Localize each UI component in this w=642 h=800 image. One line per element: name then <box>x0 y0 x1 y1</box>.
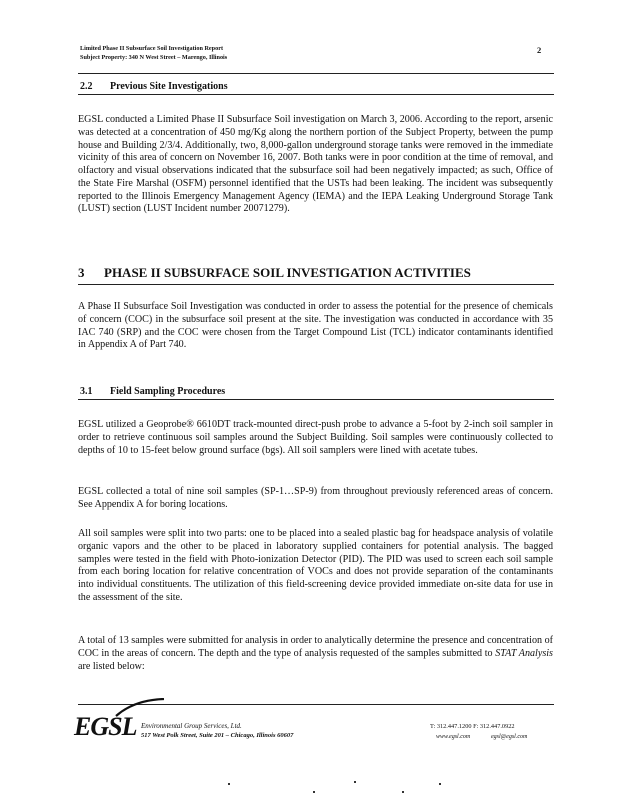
scan-speck <box>313 791 315 793</box>
footer-email: egsl@egsl.com <box>491 734 528 740</box>
footer-address: 517 West Polk Street, Suite 201 – Chicago, Illinois 60607 <box>141 732 294 739</box>
section-3-heading <box>78 265 471 281</box>
field-sampling-paragraph-1: EGSL utilized a Geoprobe® 6610DT track-mounted direct-push probe to advance a 5-foot by 2-inch soil sampler in order to retrieve continuous soil samples around the Subject Building. Soil samples were continuously collected to depths of 10 to 15-feet below ground surface (bgs). All soil samplers were lined with acetate tubes. <box>78 419 553 456</box>
scan-speck <box>354 781 356 783</box>
section-2-2-number: 2.2 <box>80 81 93 92</box>
section-3-1-rule <box>78 399 554 400</box>
footer-phone: T: 312.447.1200 F: 312.447.0922 <box>430 723 515 730</box>
egsl-logo <box>74 712 136 742</box>
samples-submitted-tail: are listed below: <box>78 660 145 672</box>
header-subject-property: Subject Property: 340 N West Street – Marengo, Illinois <box>80 54 228 61</box>
egsl-logo-text: EGSL <box>74 712 137 741</box>
footer-company-name: Environmental Group Services, Ltd. <box>141 722 242 730</box>
section-3-1-heading <box>80 386 225 397</box>
section-2-2-paragraph: EGSL conducted a Limited Phase II Subsurface Soil investigation on March 3, 2006. According to the report, arsenic was detected at a concentration of 450 mg/Kg along the northern portion of the Subject Property, between the pump house and Building 2/3/4. Additionally, two, 8,000-gallon underground storage tanks were removed in the immediate vicinity of this area of concern on November 16, 2007. Both tanks were in poor condition at the time of removal, and olfactory and visual observations indicated that the subsurface soil had been negatively impacted; as such, Office of the State Fire Marshal (OSFM) personnel identified that the USTs had been leaking. The incident was subsequently reported to the Illinois Emergency Management Agency (IEMA) and the IEPA Leaking Underground Storage Tank (LUST) section (LUST Incident number 20071279). <box>78 114 553 215</box>
section-3-rule <box>78 284 554 285</box>
samples-submitted-text: A total of 13 samples were submitted for analysis in order to analytically determine the presence and concentration of COC in the areas of concern. The depth and the type of analysis requested of the samples submitted to <box>78 635 553 659</box>
running-header <box>80 44 227 62</box>
logo-swoosh-icon <box>114 698 166 718</box>
field-sampling-paragraph-4 <box>78 635 553 673</box>
field-sampling-paragraph-2: EGSL collected a total of nine soil samples (SP-1…SP-9) from throughout previously referenced areas of concern. See Appendix A for boring locations. <box>78 486 553 510</box>
scan-speck <box>402 791 404 793</box>
laboratory-name: STAT Analysis <box>495 647 553 659</box>
section-2-2-heading <box>80 81 228 92</box>
section-3-number: 3 <box>78 265 85 280</box>
header-rule <box>78 73 554 74</box>
scan-speck <box>439 783 441 785</box>
section-2-2-rule <box>78 94 554 95</box>
header-report-title: Limited Phase II Subsurface Soil Investigation Report <box>80 45 224 52</box>
page-number: 2 <box>537 45 542 55</box>
section-3-1-title: Field Sampling Procedures <box>110 386 226 397</box>
field-sampling-paragraph-3: All soil samples were split into two parts: one to be placed into a sealed plastic bag for headspace analysis of volatile organic vapors and the other to be placed in laboratory supplied containers for potential analysis. The bagged samples were tested in the field with Photo-ionization Detector (PID). The PID was used to screen each soil sample from each boring location for relative concentration of VOCs and does not provide separation of the contaminants into individual constituents. The utilization of this field-screening device provided immediate on-site data for use in the assessment of the site. <box>78 528 553 603</box>
section-3-paragraph: A Phase II Subsurface Soil Investigation was conducted in order to assess the potential for the presence of chemicals of concern (COC) in the subsurface soil present at the site. The investigation was conducted in accordance with 35 IAC 740 (SRP) and the COC were chosen from the Target Compound List (TCL) indicator contaminants identified in Appendix A of Part 740. <box>78 301 553 351</box>
section-2-2-title: Previous Site Investigations <box>110 81 228 92</box>
footer-website: www.egsl.com <box>436 734 471 740</box>
section-3-1-number: 3.1 <box>80 386 93 397</box>
scan-speck <box>228 783 230 785</box>
section-3-title: PHASE II SUBSURFACE SOIL INVESTIGATION ACTIVITIES <box>104 265 471 280</box>
